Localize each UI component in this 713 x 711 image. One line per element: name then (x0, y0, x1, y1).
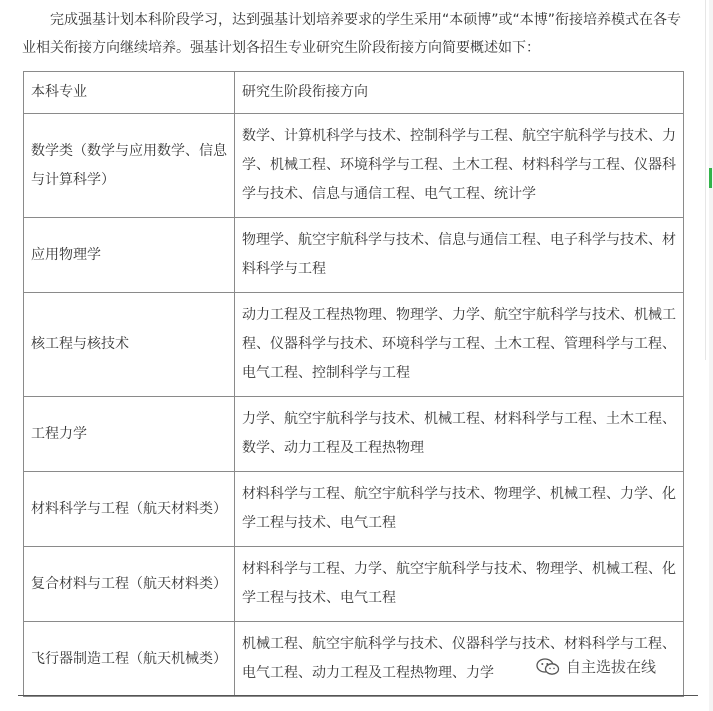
major-cell: 工程力学 (24, 397, 235, 472)
directions-cell: 机械工程、航空宇航科学与技术、仪器科学与技术、材料科学与工程、电气工程、动力工程及工程热物理、力学 (235, 622, 684, 697)
watermark-text: 自主选拔在线 (566, 658, 657, 676)
directions-cell: 材料科学与工程、力学、航空宇航科学与技术、物理学、机械工程、化学工程与技术、电气工程 (235, 547, 684, 622)
major-cell: 数学类（数学与应用数学、信息与计算科学） (24, 114, 235, 218)
wechat-icon (536, 658, 560, 676)
major-cell: 复合材料与工程（航天材料类） (24, 547, 235, 622)
table-row (24, 293, 684, 397)
table-row (24, 472, 684, 547)
header-major: 本科专业 (24, 72, 235, 114)
table-row (24, 218, 684, 293)
major-cell: 材料科学与工程（航天材料类） (24, 472, 235, 547)
table-row (24, 397, 684, 472)
directions-cell: 物理学、航空宇航科学与技术、信息与通信工程、电子科学与技术、材料科学与工程 (235, 218, 684, 293)
major-cell: 飞行器制造工程（航天机械类） (24, 622, 235, 697)
directions-cell: 材料科学与工程、航空宇航科学与技术、物理学、机械工程、力学、化学工程与技术、电气工程 (235, 472, 684, 547)
majors-table (23, 71, 684, 697)
intro-paragraph (22, 6, 682, 62)
intro-text: 完成强基计划本科阶段学习，达到强基计划培养要求的学生采用“本硕博”或“本博”衔接培养模式在各专业相关衔接方向继续培养。强基计划各招生专业研究生阶段衔接方向简要概述如下： (22, 12, 682, 56)
major-cell: 应用物理学 (24, 218, 235, 293)
table-row (24, 114, 684, 218)
directions-cell: 数学、计算机科学与技术、控制科学与工程、航空宇航科学与技术、力学、机械工程、环境科学与工程、土木工程、材料科学与工程、仪器科学与技术、信息与通信工程、电气工程、统计学 (235, 114, 684, 218)
directions-cell: 动力工程及工程热物理、物理学、力学、航空宇航科学与技术、机械工程、仪器科学与技术、环境科学与工程、土木工程、管理科学与工程、电气工程、控制科学与工程 (235, 293, 684, 397)
header-directions: 研究生阶段衔接方向 (235, 72, 684, 114)
major-cell: 核工程与核技术 (24, 293, 235, 397)
scroll-track (705, 0, 706, 360)
directions-cell: 力学、航空宇航科学与技术、机械工程、材料科学与工程、土木工程、数学、动力工程及工程热物理 (235, 397, 684, 472)
table-header-row (24, 72, 684, 114)
table-row (24, 547, 684, 622)
wechat-watermark (536, 656, 656, 677)
bottom-divider (18, 695, 698, 696)
page-side-bar (709, 0, 713, 711)
side-green-marker (709, 168, 712, 188)
